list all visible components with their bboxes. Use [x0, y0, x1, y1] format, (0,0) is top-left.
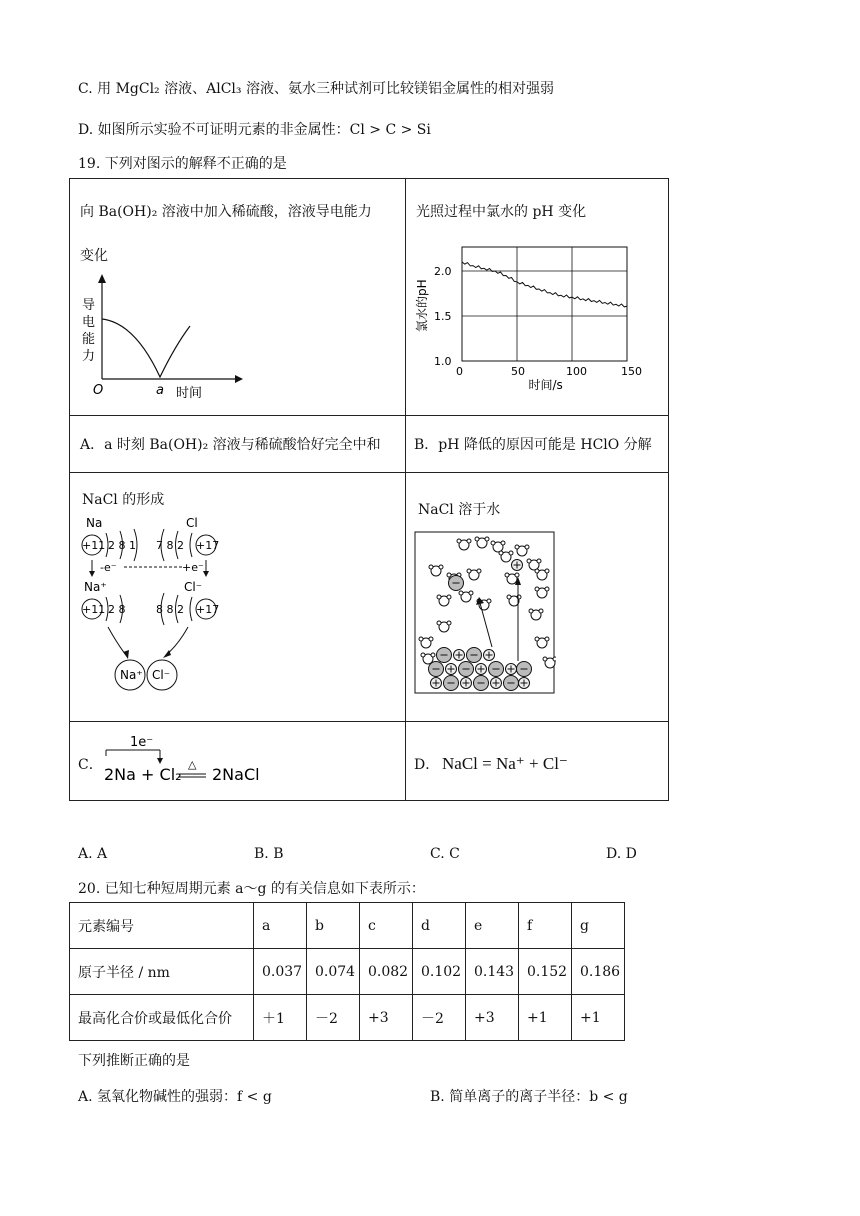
cell-b-title: 光照过程中氯水的 pH 变化 [416, 204, 587, 220]
hydrogen-atom [485, 537, 489, 541]
table-cell: g [572, 903, 625, 949]
hydrogen-atom [467, 539, 471, 543]
x-tick-label: 150 [621, 365, 642, 378]
hydrogen-atom [437, 595, 441, 599]
table-cell: 0.186 [572, 949, 625, 995]
hydrogen-atom [475, 537, 479, 541]
cell-label-c [70, 722, 406, 801]
hydrogen-atom [429, 565, 433, 569]
label-c-prefix: C． [78, 757, 103, 773]
hydrogen-atom [477, 569, 481, 573]
label-c-equation [98, 732, 298, 794]
cl-electrons: 7 8 2 [156, 539, 184, 552]
table-cell: －2 [307, 995, 360, 1041]
hydrogen-atom [545, 587, 549, 591]
hydrogen-atom [421, 653, 425, 657]
hydrogen-atom [529, 609, 533, 613]
cell-label-b [406, 416, 669, 473]
cell-label-a [70, 416, 406, 473]
hydrogen-atom [543, 657, 547, 661]
plot-frame [462, 247, 627, 361]
cl-ion-final: Cl⁻ [152, 668, 171, 682]
hydrogen-atom [535, 569, 539, 573]
label-d-prefix: D． [414, 757, 440, 773]
nacl-dissolve-diagram [414, 531, 556, 695]
na-electrons: 2 8 1 [108, 539, 136, 552]
hydrogen-atom [457, 539, 461, 543]
q19-choice-b[interactable]: B. B [254, 846, 284, 862]
table-cell: －2 [413, 995, 466, 1041]
y-label-1: 导 [82, 298, 96, 313]
hydrogen-atom [469, 591, 473, 595]
origin-label: O [93, 383, 104, 398]
cl-atom-label: Cl [186, 516, 198, 530]
q19-choice-d[interactable]: D. D [606, 846, 637, 862]
cl-ion-electrons: 8 8 2 [156, 603, 184, 616]
table-row [70, 995, 625, 1041]
hydrogen-atom [447, 573, 451, 577]
cell-d-title: NaCl 溶于水 [418, 502, 501, 518]
hydrogen-atom [419, 637, 423, 641]
table-row [70, 903, 625, 949]
na-ion-final: Na⁺ [120, 668, 143, 682]
table-cell: +1 [519, 995, 572, 1041]
label-a: A．a 时刻 Ba(OH)₂ 溶液与稀硫酸恰好完全中和 [80, 437, 381, 453]
table-cell: 0.037 [254, 949, 307, 995]
y-tick-label: 1.0 [434, 355, 452, 368]
y-label-2: 电 [82, 315, 96, 330]
hydrogen-atom [509, 551, 513, 555]
table-cell: e [466, 903, 519, 949]
na-ion-electrons: 2 8 [108, 603, 126, 616]
cl-ion-label: Cl⁻ [184, 580, 203, 594]
nacl-formation-diagram [78, 515, 228, 715]
q20-prompt: 下列推断正确的是 [78, 1053, 190, 1069]
table-cell: 0.074 [307, 949, 360, 995]
hydrogen-atom [467, 569, 471, 573]
table-cell: 0.102 [413, 949, 466, 995]
table-cell: a [254, 903, 307, 949]
point-a-label: a [156, 383, 164, 398]
y-tick-label: 1.5 [434, 310, 452, 323]
hydrogen-atom [487, 599, 491, 603]
equation-left: 2Na + Cl₂ [104, 765, 182, 784]
table-cell: 原子半径 / nm [70, 949, 254, 995]
table-cell: +3 [360, 995, 413, 1041]
hydrogen-atom [447, 621, 451, 625]
x-tick-label: 0 [456, 365, 463, 378]
cell-graph-b [406, 179, 669, 416]
hydrogen-atom [437, 621, 441, 625]
q19-choice-c[interactable]: C. C [430, 846, 460, 862]
table-cell: b [307, 903, 360, 949]
table-cell: +1 [572, 995, 625, 1041]
q19-stem: 19. 下列对图示的解释不正确的是 [78, 156, 287, 172]
hydrogen-atom [431, 653, 435, 657]
na-ion-label: Na⁺ [84, 580, 107, 594]
y-label-4: 力 [82, 349, 96, 364]
q19-table [69, 178, 669, 801]
hydrogen-atom [537, 559, 541, 563]
q19-choice-a[interactable]: A. A [78, 846, 108, 862]
x-tick-label: 100 [566, 365, 587, 378]
cl-nucleus-label: +17 [196, 539, 220, 552]
table-row [70, 949, 625, 995]
cl-ion-nucleus: +17 [196, 603, 220, 616]
gain-electron: +e⁻ [182, 561, 204, 574]
table-cell: 0.143 [466, 949, 519, 995]
hydrogen-atom [515, 573, 519, 577]
label-d-equation: NaCl = Na⁺ + Cl⁻ [442, 754, 568, 773]
table-cell: 0.082 [360, 949, 413, 995]
q20-table [69, 902, 625, 1041]
hydrogen-atom [501, 541, 505, 545]
q20-stem: 20. 已知七种短周期元素 a～g 的有关信息如下表所示： [78, 881, 425, 897]
cell-c-title: NaCl 的形成 [82, 492, 165, 508]
table-cell: f [519, 903, 572, 949]
hydrogen-atom [447, 595, 451, 599]
cell-label-d [406, 722, 669, 801]
hydrogen-atom [507, 595, 511, 599]
hydrogen-atom [545, 637, 549, 641]
hydrogen-atom [553, 657, 556, 661]
hydrogen-atom [429, 637, 433, 641]
x-axis-label: 时间 [176, 386, 203, 401]
electron-transfer-label: 1e⁻ [130, 735, 154, 750]
table-cell: +3 [466, 995, 519, 1041]
hydrogen-atom [439, 565, 443, 569]
label-b: B．pH 降低的原因可能是 HClO 分解 [414, 437, 652, 453]
table-cell: ＋1 [254, 995, 307, 1041]
heat-condition: △ [188, 758, 197, 771]
hydrogen-atom [499, 551, 503, 555]
hydrogen-atom [505, 573, 509, 577]
table-cell: d [413, 903, 466, 949]
hydrogen-atom [515, 545, 519, 549]
lose-electron: -e⁻ [100, 561, 117, 574]
cell-graph-a [70, 179, 406, 416]
conductivity-graph [80, 271, 250, 401]
y-tick-label: 2.0 [434, 265, 452, 278]
x-axis-label: 时间/s [528, 378, 563, 392]
cell-nacl-dissolve [406, 473, 669, 722]
hydrogen-atom [527, 559, 531, 563]
y-label-3: 能 [82, 332, 96, 347]
hydrogen-atom [491, 541, 495, 545]
table-cell: 元素编号 [70, 903, 254, 949]
q20-option-a[interactable]: A. 氢氧化物碱性的强弱：f < g [78, 1089, 272, 1105]
ph-chart [412, 237, 642, 407]
hydrogen-atom [535, 637, 539, 641]
hydrogen-atom [459, 591, 463, 595]
q18-option-c: C. 用 MgCl₂ 溶液、AlCl₃ 溶液、氨水三种试剂可比较镁铝金属性的相对强弱 [78, 81, 554, 97]
table-cell: 0.152 [519, 949, 572, 995]
q20-option-b[interactable]: B. 简单离子的离子半径：b < g [430, 1089, 628, 1105]
cell-nacl-formation [70, 473, 406, 722]
equation-right: 2NaCl [212, 765, 260, 784]
table-cell: c [360, 903, 413, 949]
ph-series-line [462, 262, 627, 307]
hydrogen-atom [545, 569, 549, 573]
hydrogen-atom [539, 609, 543, 613]
na-ion-nucleus: +11 [82, 603, 106, 616]
cell-a-title-2: 变化 [80, 248, 108, 264]
na-nucleus-label: +11 [82, 539, 106, 552]
cell-a-title: 向 Ba(OH)₂ 溶液中加入稀硫酸，溶液导电能力 [80, 204, 372, 220]
na-atom-label: Na [86, 516, 103, 530]
q18-option-d: D. 如图所示实验不可证明元素的非金属性：Cl > C > Si [78, 122, 431, 138]
table-cell: 最高化合价或最低化合价 [70, 995, 254, 1041]
hydrogen-atom [525, 545, 529, 549]
hydrogen-atom [535, 587, 539, 591]
y-axis-label: 氯水的pH [415, 279, 429, 332]
x-tick-label: 50 [511, 365, 525, 378]
